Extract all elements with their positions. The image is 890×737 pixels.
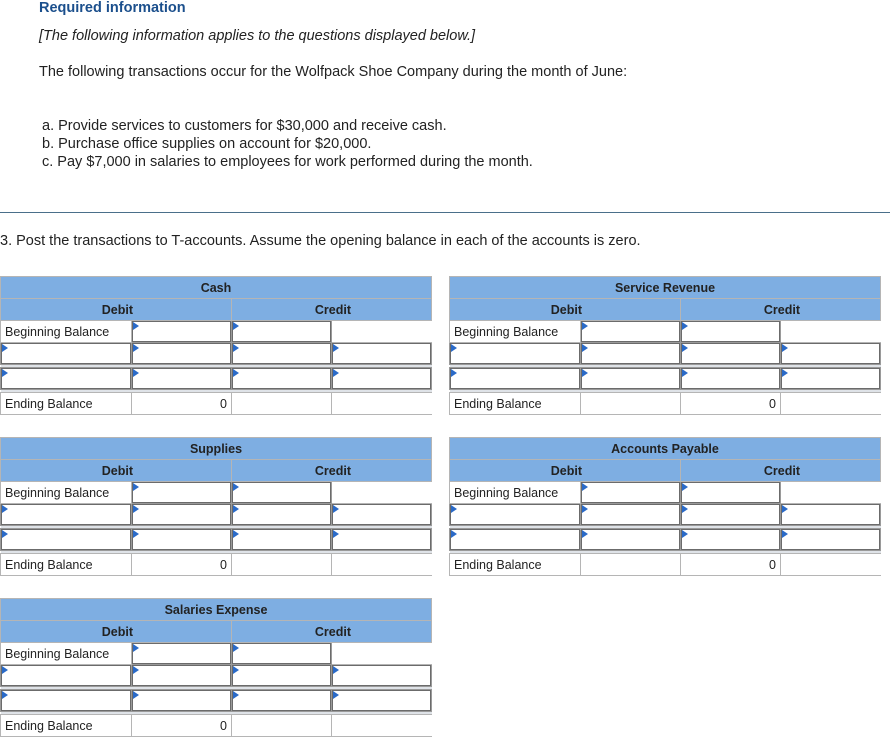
debit-entry-select-1[interactable] (450, 343, 581, 365)
ending-debit-value: 0 (132, 393, 232, 415)
beginning-credit-input[interactable] (681, 321, 781, 343)
transaction-c: c. Pay $7,000 in salaries to employees for work performed during the month. (42, 154, 533, 170)
account-title: Cash (1, 277, 432, 299)
ending-balance-label: Ending Balance (450, 554, 581, 576)
credit-header: Credit (232, 460, 432, 482)
debit-entry-select-1[interactable] (450, 504, 581, 526)
credit-entry-select-2[interactable] (332, 529, 432, 551)
credit-amount-input-1[interactable] (681, 343, 781, 365)
debit-amount-input-2[interactable] (581, 368, 681, 390)
credit-amount-input-2[interactable] (232, 690, 332, 712)
debit-header: Debit (1, 299, 232, 321)
credit-entry-select-1[interactable] (332, 343, 432, 365)
beginning-credit-input[interactable] (681, 482, 781, 504)
transactions-intro: The following transactions occur for the Wolfpack Shoe Company during the month of June: (39, 64, 628, 80)
credit-amount-input-2[interactable] (681, 529, 781, 551)
debit-amount-input-1[interactable] (132, 504, 232, 526)
debit-amount-input-1[interactable] (581, 343, 681, 365)
credit-header: Credit (232, 299, 432, 321)
transaction-a: a. Provide services to customers for $30,000 and receive cash. (42, 118, 447, 134)
account-title: Salaries Expense (1, 599, 432, 621)
transactions-list (42, 117, 533, 171)
debit-amount-input-1[interactable] (132, 343, 232, 365)
credit-entry-select-2[interactable] (781, 529, 881, 551)
credit-amount-input-2[interactable] (232, 368, 332, 390)
debit-header: Debit (450, 460, 681, 482)
ending-credit-value: 0 (681, 554, 781, 576)
t-account-supplies (0, 437, 432, 576)
transaction-b: b. Purchase office supplies on account for $20,000. (42, 136, 372, 152)
debit-amount-input-2[interactable] (132, 529, 232, 551)
beginning-balance-label: Beginning Balance (1, 643, 132, 665)
account-title: Service Revenue (450, 277, 881, 299)
spacer (332, 643, 432, 665)
credit-entry-select-2[interactable] (332, 368, 432, 390)
ending-credit-value (232, 715, 332, 737)
spacer (332, 393, 432, 415)
beginning-credit-input[interactable] (232, 643, 332, 665)
beginning-credit-input[interactable] (232, 482, 332, 504)
credit-amount-input-1[interactable] (232, 343, 332, 365)
beginning-balance-label: Beginning Balance (450, 321, 581, 343)
credit-entry-select-2[interactable] (332, 690, 432, 712)
ending-debit-value (581, 554, 681, 576)
spacer (332, 715, 432, 737)
debit-amount-input-2[interactable] (132, 690, 232, 712)
spacer (332, 554, 432, 576)
credit-entry-select-2[interactable] (781, 368, 881, 390)
ending-credit-value: 0 (681, 393, 781, 415)
ending-balance-label: Ending Balance (1, 554, 132, 576)
account-title: Accounts Payable (450, 438, 881, 460)
t-account-service-revenue (449, 276, 881, 415)
credit-header: Credit (681, 299, 881, 321)
beginning-debit-input[interactable] (581, 482, 681, 504)
credit-entry-select-1[interactable] (332, 665, 432, 687)
credit-header: Credit (232, 621, 432, 643)
debit-amount-input-1[interactable] (132, 665, 232, 687)
debit-entry-select-2[interactable] (450, 529, 581, 551)
debit-entry-select-2[interactable] (450, 368, 581, 390)
following-note: [The following information applies to the questions displayed below.] (39, 28, 476, 44)
debit-entry-select-2[interactable] (1, 368, 132, 390)
beginning-debit-input[interactable] (581, 321, 681, 343)
spacer (781, 482, 881, 504)
debit-amount-input-2[interactable] (132, 368, 232, 390)
ending-balance-label: Ending Balance (1, 715, 132, 737)
credit-amount-input-2[interactable] (232, 529, 332, 551)
beginning-balance-label: Beginning Balance (1, 321, 132, 343)
account-title: Supplies (1, 438, 432, 460)
divider (0, 212, 890, 213)
ending-balance-label: Ending Balance (1, 393, 132, 415)
debit-header: Debit (1, 621, 232, 643)
ending-debit-value: 0 (132, 715, 232, 737)
debit-entry-select-1[interactable] (1, 343, 132, 365)
credit-header: Credit (681, 460, 881, 482)
beginning-credit-input[interactable] (232, 321, 332, 343)
question-text: 3. Post the transactions to T-accounts. Assume the opening balance in each of the accounts is zero. (0, 233, 641, 249)
spacer (781, 321, 881, 343)
debit-header: Debit (1, 460, 232, 482)
debit-entry-select-2[interactable] (1, 690, 132, 712)
credit-entry-select-1[interactable] (781, 504, 881, 526)
debit-amount-input-2[interactable] (581, 529, 681, 551)
beginning-balance-label: Beginning Balance (1, 482, 132, 504)
beginning-debit-input[interactable] (132, 321, 232, 343)
spacer (781, 393, 881, 415)
t-account-salaries-expense (0, 598, 432, 737)
credit-entry-select-1[interactable] (332, 504, 432, 526)
spacer (332, 482, 432, 504)
t-account-accounts-payable (449, 437, 881, 576)
ending-credit-value (232, 554, 332, 576)
credit-amount-input-1[interactable] (232, 665, 332, 687)
credit-entry-select-1[interactable] (781, 343, 881, 365)
debit-header: Debit (450, 299, 681, 321)
ending-credit-value (232, 393, 332, 415)
beginning-debit-input[interactable] (132, 643, 232, 665)
ending-balance-label: Ending Balance (450, 393, 581, 415)
beginning-balance-label: Beginning Balance (450, 482, 581, 504)
beginning-debit-input[interactable] (132, 482, 232, 504)
t-account-cash (0, 276, 432, 415)
credit-amount-input-1[interactable] (232, 504, 332, 526)
debit-entry-select-1[interactable] (1, 504, 132, 526)
debit-entry-select-2[interactable] (1, 529, 132, 551)
required-heading: Required information (39, 0, 186, 16)
credit-amount-input-1[interactable] (681, 504, 781, 526)
ending-debit-value: 0 (132, 554, 232, 576)
debit-amount-input-1[interactable] (581, 504, 681, 526)
credit-amount-input-2[interactable] (681, 368, 781, 390)
spacer (332, 321, 432, 343)
ending-debit-value (581, 393, 681, 415)
spacer (781, 554, 881, 576)
debit-entry-select-1[interactable] (1, 665, 132, 687)
